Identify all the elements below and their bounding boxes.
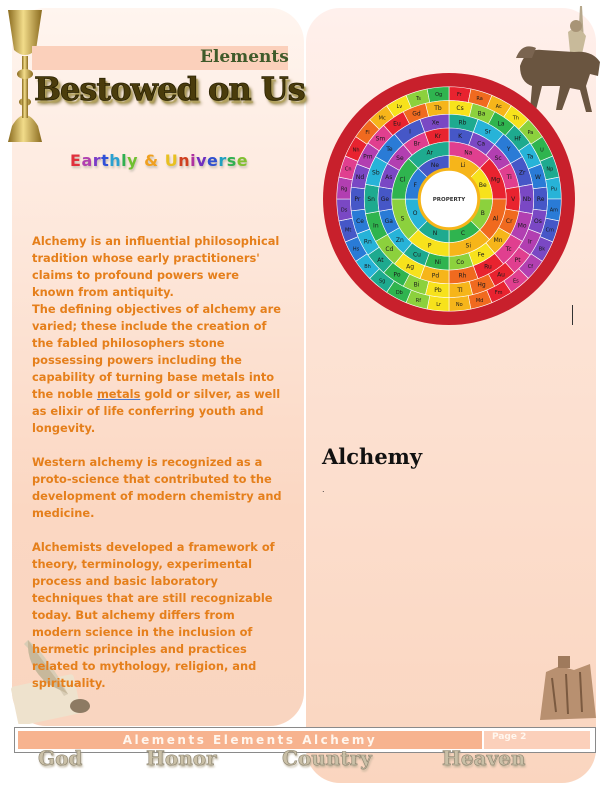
element-symbol: Au <box>497 271 506 279</box>
empty-paragraph-mark: . <box>322 485 325 494</box>
element-symbol: Pb <box>434 286 442 294</box>
element-symbol: N <box>432 229 438 237</box>
element-symbol: Ta <box>526 153 534 161</box>
element-symbol: Rb <box>458 119 467 127</box>
element-symbol: Ba <box>477 110 486 118</box>
element-symbol: Fe <box>477 251 485 259</box>
element-symbol: Tb <box>434 105 442 113</box>
subtitle <box>70 151 248 170</box>
element-symbol: Ds <box>340 207 348 214</box>
paragraph: Alchemy is an influential philosophical tradition whose early practitioners' claims to profound powers were known from antiquity. <box>32 234 280 299</box>
element-symbol: Mc <box>378 115 386 122</box>
periodic-wheel-image <box>322 72 576 326</box>
element-symbol: Sn <box>367 196 375 203</box>
element-symbol: Mg <box>491 176 501 184</box>
element-symbol: Bk <box>538 246 546 253</box>
element-symbol: Bh <box>364 263 371 270</box>
element-symbol: Po <box>393 271 401 279</box>
element-symbol: Se <box>396 154 404 162</box>
element-symbol: Si <box>465 242 472 250</box>
element-symbol: Og <box>435 92 443 99</box>
motto-word: Heaven <box>442 746 526 770</box>
element-symbol: Sm <box>375 135 386 143</box>
paragraph: Western alchemy is recognized as a proto-science that contributed to the development of modern chemistry and medicine. <box>32 455 282 520</box>
section-label: Elements <box>200 47 289 67</box>
element-symbol: B <box>480 210 485 218</box>
element-symbol: Np <box>546 166 554 173</box>
element-symbol: Zn <box>395 237 404 245</box>
element-symbol: Ne <box>430 162 440 170</box>
element-symbol: Cu <box>412 251 421 259</box>
element-symbol: Pr <box>354 196 361 203</box>
spacer <box>32 437 282 454</box>
element-symbol: Na <box>464 149 473 157</box>
element-symbol: Hg <box>477 281 486 289</box>
page-number: Page 2 <box>492 732 527 742</box>
element-symbol: As <box>385 174 393 182</box>
element-symbol: Lv <box>396 104 403 111</box>
element-symbol: Os <box>534 217 542 225</box>
element-symbol: Nb <box>522 196 532 203</box>
element-symbol: Nd <box>355 174 365 182</box>
element-symbol: No <box>455 301 463 308</box>
element-symbol: Y <box>506 145 511 153</box>
element-symbol: Md <box>475 297 484 304</box>
element-symbol: Eu <box>393 120 401 128</box>
motto-word: Honor <box>146 746 217 770</box>
element-symbol: W <box>534 174 541 182</box>
element-symbol: Mt <box>345 227 352 234</box>
element-symbol: Mo <box>517 222 527 230</box>
element-symbol: Db <box>395 289 403 296</box>
motto-word: Country <box>282 746 372 770</box>
element-symbol: At <box>377 256 384 264</box>
element-symbol: In <box>373 222 379 230</box>
paragraph: Alchemists developed a framework of theory, terminology, experimental process and basic laboratory techniques that are still recognizable today. But alchemy differs from modern science in the inclusion of hermetic principles and practices related to mythology, religion, and spirituality. <box>32 540 275 690</box>
element-symbol: Cm <box>545 227 555 234</box>
element-symbol: Pu <box>550 186 557 193</box>
wheel-center-label: PROPERTY <box>432 197 466 203</box>
element-symbol: Ra <box>476 96 483 103</box>
element-symbol: Ce <box>356 217 364 225</box>
element-symbol: Rn <box>363 238 372 246</box>
paragraph-text: gold or silver, as well as elixir of life conferring youth and longevity. <box>32 387 281 435</box>
element-symbol: Mn <box>493 237 503 245</box>
element-symbol: Gd <box>412 110 421 118</box>
element-symbol: Cf <box>527 263 534 270</box>
element-symbol: Es <box>512 278 519 285</box>
element-symbol: Ru <box>484 263 492 271</box>
element-symbol: F <box>413 181 417 189</box>
element-symbol: K <box>458 132 463 140</box>
element-symbol: Te <box>386 145 393 153</box>
element-symbol: Tc <box>505 246 512 254</box>
element-symbol: Tl <box>457 286 463 294</box>
element-symbol: Bi <box>413 281 420 289</box>
subtitle-word: & <box>144 151 159 170</box>
element-symbol: V <box>511 196 516 203</box>
element-symbol: Sc <box>494 154 502 162</box>
element-symbol: Ar <box>426 149 434 157</box>
element-symbol: Kr <box>434 132 442 140</box>
subtitle-word: Universe <box>164 151 249 170</box>
element-symbol: Sb <box>372 169 380 177</box>
element-symbol: Pa <box>527 130 534 137</box>
element-symbol: Cn <box>344 166 352 173</box>
element-symbol: Ac <box>495 104 502 111</box>
tower-image <box>530 652 602 722</box>
element-symbol: Fl <box>365 130 370 137</box>
element-symbol: Re <box>536 196 545 203</box>
element-symbol: Ga <box>384 217 393 225</box>
element-symbol: Rh <box>458 272 467 280</box>
element-symbol: Nh <box>352 147 360 154</box>
element-symbol: La <box>497 120 505 128</box>
element-symbol: I <box>409 128 411 136</box>
element-symbol: Th <box>512 115 519 122</box>
element-symbol: Hf <box>514 135 521 143</box>
element-symbol: Ag <box>406 263 415 271</box>
element-symbol: Li <box>460 162 466 170</box>
paragraph <box>32 301 282 437</box>
element-symbol: Be <box>478 181 487 189</box>
element-symbol: Hs <box>352 246 360 253</box>
element-symbol: Br <box>413 140 421 148</box>
element-symbol: Sg <box>378 278 386 285</box>
element-symbol: Cl <box>399 176 406 184</box>
element-symbol: O <box>412 210 418 218</box>
element-symbol: U <box>540 147 544 154</box>
element-symbol: Al <box>492 215 499 223</box>
subtitle-word: Earthly <box>70 151 139 170</box>
element-symbol: Ts <box>415 96 421 103</box>
text-cursor <box>572 305 573 325</box>
element-symbol: Zr <box>518 169 526 177</box>
element-symbol: Ge <box>380 196 390 203</box>
section-heading: Alchemy <box>322 444 423 469</box>
element-symbol: Sr <box>484 128 492 136</box>
element-symbol: Cd <box>385 246 394 254</box>
element-symbol: Rg <box>340 186 348 193</box>
element-symbol: Ca <box>477 140 485 148</box>
paragraph-text: The defining objectives of alchemy are varied; these include the creation of the fabled philosophers stone possessing powers including the capability of turning base metals into the noble <box>32 302 281 401</box>
element-symbol: Fm <box>494 289 503 296</box>
page-title: Bestowed on Us <box>34 70 305 108</box>
element-symbol: Ti <box>506 174 512 182</box>
article-body <box>32 233 282 692</box>
element-symbol: S <box>400 215 405 223</box>
element-symbol: Pt <box>514 256 521 264</box>
element-symbol: Cs <box>456 105 464 113</box>
element-symbol: Co <box>456 259 465 267</box>
spacer <box>32 522 282 539</box>
footer-text: Alements Elements Alchemy <box>122 733 378 747</box>
motto-word: God <box>38 746 83 770</box>
element-symbol: Am <box>549 207 559 214</box>
element-symbol: Pm <box>363 153 373 161</box>
element-symbol: Pd <box>431 272 440 280</box>
element-symbol: Ni <box>434 259 441 267</box>
metals-link[interactable]: metals <box>96 387 141 401</box>
element-symbol: Lr <box>436 301 442 308</box>
element-symbol: Fr <box>457 92 462 99</box>
element-symbol: C <box>460 229 466 237</box>
element-symbol: Rf <box>415 297 422 304</box>
element-symbol: P <box>427 242 432 250</box>
element-symbol: Cr <box>505 217 513 225</box>
element-symbol: Xe <box>431 119 440 127</box>
element-symbol: Ir <box>528 238 533 246</box>
